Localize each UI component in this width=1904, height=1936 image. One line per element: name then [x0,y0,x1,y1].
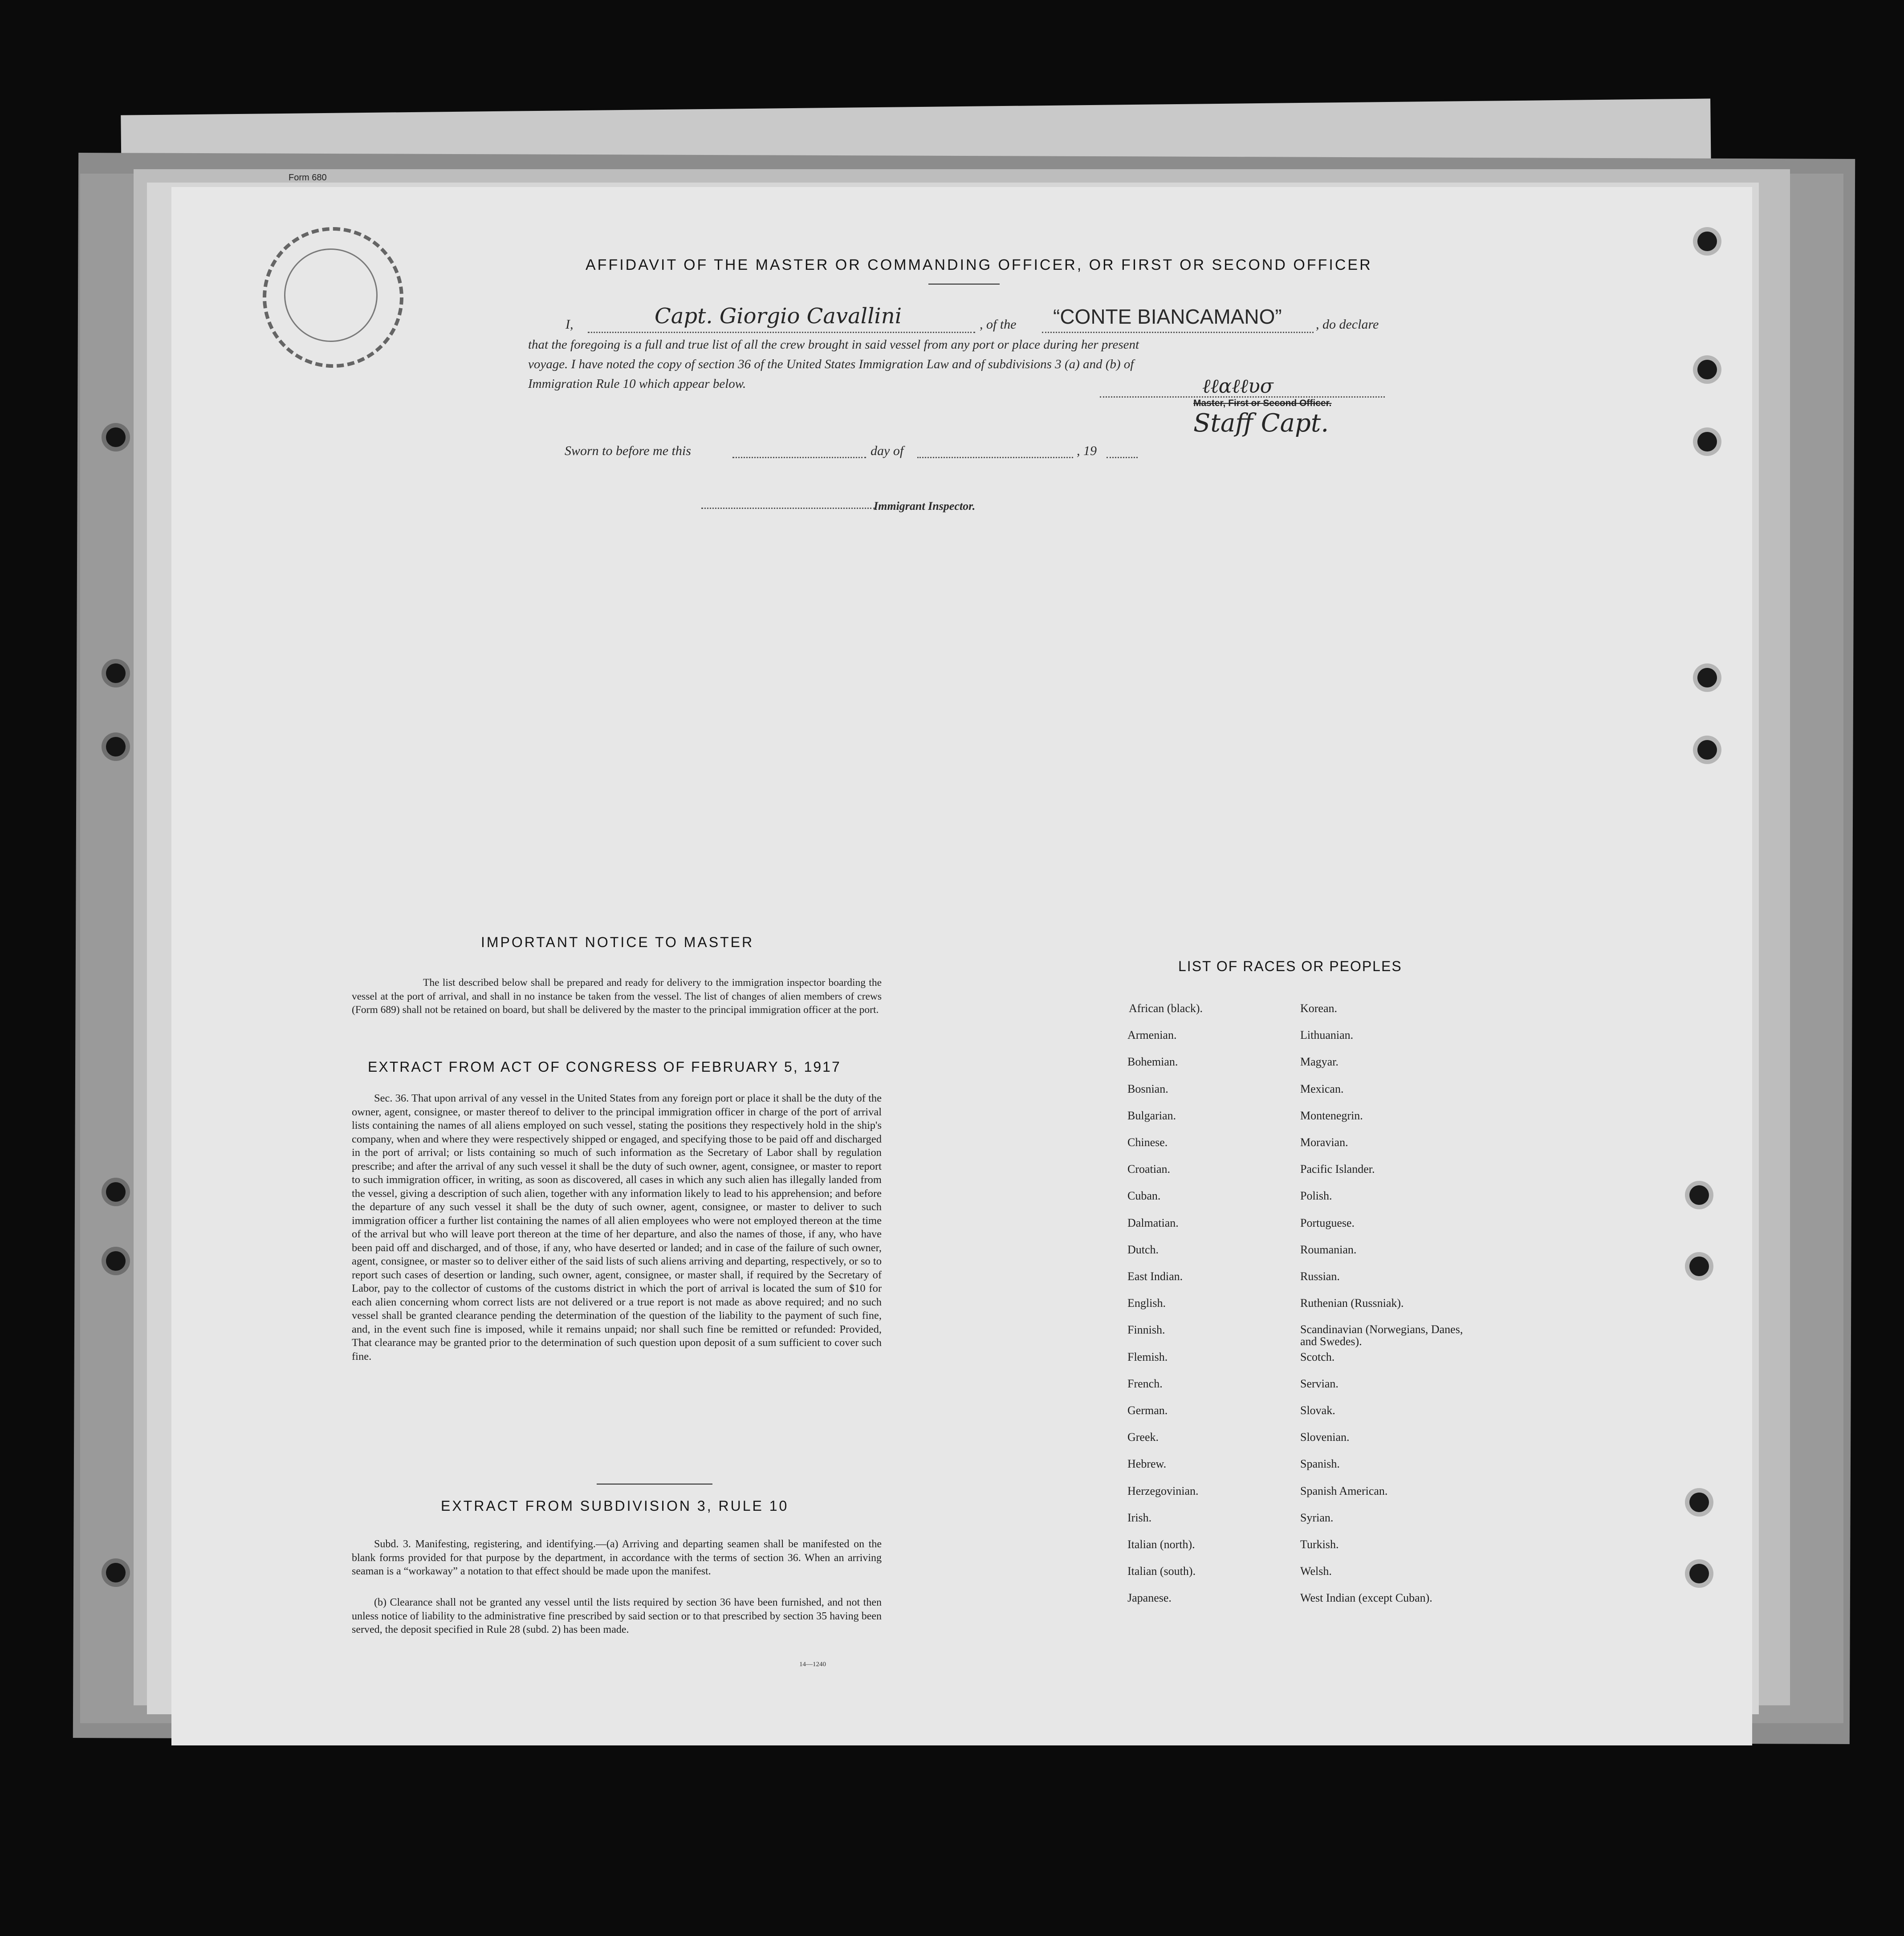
race-item: Cuban. [1127,1189,1161,1203]
race-item: Montenegrin. [1300,1109,1363,1122]
declaration-do-declare: , do declare [1316,317,1379,332]
race-item: Bohemian. [1127,1055,1178,1069]
punch-hole [106,1251,126,1271]
declaration-of-the: , of the [980,317,1017,332]
race-item: Armenian. [1127,1029,1177,1042]
punch-hole [1689,1185,1709,1205]
signature-blank [1100,396,1385,398]
race-item: Polish. [1300,1189,1332,1203]
race-item: Scandinavian (Norwegians, Danes, and Swedes). [1300,1323,1463,1348]
rule-extract-para-b: (b) Clearance shall not be granted any vessel until the lists required by section 36 have been furnished, and not then unless notice of liability to the administrative fine prescribed by said section or to that prescribed by section 35 having been served, the deposit specified in Rule 28 (subd. 2) has been made. [352,1597,882,1635]
race-item: Pacific Islander. [1300,1163,1375,1176]
master-signature-scribble: ℓℓαℓℓυσ [1202,375,1273,398]
race-item: Turkish. [1300,1538,1339,1551]
race-item: Mexican. [1300,1082,1344,1095]
punch-hole [1697,668,1717,687]
race-item: Dalmatian. [1127,1216,1179,1229]
race-item: Scotch. [1300,1350,1335,1363]
race-item: Italian (north). [1127,1538,1195,1551]
affidavit-title: AFFIDAVIT OF THE MASTER OR COMMANDING OFFICER, OR FIRST OR SECOND OFFICER [586,256,1372,273]
sworn-month-blank [917,457,1073,458]
punch-hole [106,427,126,447]
race-item: Roumanian. [1300,1243,1357,1256]
rule-extract-para-a: Subd. 3. Manifesting, registering, and identifying.—(a) Arriving and departing seamen shall be manifested on the blank forms provided for that purpose by the department, in accordance with the terms of section 36. When an arriving seaman is a “workaway” a notation to that effect should be made upon the manifest. [352,1538,882,1577]
sworn-day-blank [732,457,866,458]
punch-hole [1689,1564,1709,1583]
race-item: German. [1127,1404,1168,1417]
punch-hole [106,663,126,683]
notice-title: IMPORTANT NOTICE TO MASTER [481,934,754,950]
race-item: Moravian. [1300,1136,1348,1149]
title-underline [928,284,1000,285]
notice-text: The list described below shall be prepared and ready for delivery to the immigration inspector boarding the vessel at the port of arrival, and shall in no instance be taken from the vessel. The list of changes of alien members of crews (Form 689) shall not be retained on board, but shall be delivered by the master to the principal immigration officer at the port. [352,977,882,1016]
sworn-label: Sworn to before me this [565,443,691,458]
signature-line-label: Master, First or Second Officer. [1193,398,1332,408]
vessel-name-stamp: “CONTE BIANCAMANO” [1053,305,1282,328]
races-list-title: LIST OF RACES OR PEOPLES [1178,958,1402,974]
vessel-blank [1042,332,1314,333]
race-item: Dutch. [1127,1243,1159,1256]
punch-hole [106,1563,126,1582]
race-item: Greek. [1127,1431,1159,1444]
race-item: Portuguese. [1300,1216,1355,1229]
race-item: Russian. [1300,1270,1340,1283]
punch-hole [1697,232,1717,251]
staff-capt-handwritten: Staff Capt. [1193,409,1329,438]
race-item: Bulgarian. [1127,1109,1176,1122]
race-item: Slovenian. [1300,1431,1350,1444]
sworn-day-of: day of [871,443,904,458]
race-item: French. [1127,1377,1163,1390]
race-item: Slovak. [1300,1404,1335,1417]
punch-hole [106,737,126,757]
race-item: Flemish. [1127,1350,1168,1363]
punch-hole [1697,360,1717,379]
race-item: Finnish. [1127,1323,1165,1337]
punch-hole [106,1182,126,1202]
inspector-label: Immigrant Inspector. [874,500,976,512]
race-item: West Indian (except Cuban). [1300,1591,1432,1605]
act-extract-text: Sec. 36. That upon arrival of any vessel in the United States from any foreign port or place it shall be the duty of the owner, agent, consignee, or master thereof to deliver to the principal immigration officer in charge of the port of arrival lists containing the names of all aliens employed on such vessel, stating the positions they respectively hold in the ship's company, when and where they were respectively shipped or engaged, and specifying those to be paid off and discharged in the port of arrival; or lists containing so much of such information as the Secretary of Labor shall by regulation prescribe; and after the arrival of any such vessel it shall be the duty of such owner, agent, consignee, or master to report to such immigration officer, in writing, as soon as discovered, all cases in which any such alien has illegally landed from the vessel, giving a description of such alien, together with any information likely to lead to his apprehension; and before the departure of any such vessel it shall be the duty of such owner, agent, consignee, or master to deliver to such immigration officer a further list containing the names of all alien employees who were not employed thereon at the time of the arrival but who will leave port thereon at the time of her departure, and also the names of those, if any, who have been paid off and discharged, and of those, if any, who have deserted or landed; and in case of the failure of such owner, agent, consignee, or master so to deliver either of the said lists of such aliens arriving and departing, respectively, or so to report such cases of desertion or landing, such owner, agent, consignee, or master shall, if required by the Secretary of Labor, pay to the collector of customs of the customs district in which the port of arrival is located the sum of $10 for each alien concerning whom correct lists are not delivered or a true report is not made as above required; and no such vessel shall be granted clearance pending the determination of the question of the liability to the payment of such fine, and, in the event such fine is imposed, while it remains unpaid; nor shall such fine be remitted or refunded: Provided, That clearance may be granted prior to the determination of such question upon deposit of a sum sufficient to cover such fine. [352,1092,882,1363]
declaration-line-4: Immigration Rule 10 which appear below. [528,377,746,391]
race-item: African (black). [1129,1002,1203,1015]
rule-extract-title: EXTRACT FROM SUBDIVISION 3, RULE 10 [441,1498,789,1514]
sworn-year: , 19 [1077,443,1097,458]
declaration-line-3: voyage. I have noted the copy of section 36 of the United States Immigration Law and of subdivisions 3 (a) and (b) of [528,357,1134,371]
sworn-year-blank [1107,457,1138,458]
race-item: Syrian. [1300,1511,1334,1524]
official-seal-stamp [263,227,403,368]
affidavit-page [171,187,1752,1745]
form-number-label: Form 680 [289,173,327,183]
race-item: East Indian. [1127,1270,1183,1283]
race-item: Herzegovinian. [1127,1484,1199,1497]
race-item: Spanish. [1300,1457,1340,1471]
race-item: Ruthenian (Russniak). [1300,1297,1404,1310]
race-item: Hebrew. [1127,1457,1167,1471]
declaration-line-2: that the foregoing is a full and true list of all the crew brought in said vessel from any port or place during her present [528,338,1139,352]
officer-name-handwritten: Capt. Giorgio Cavallini [655,304,902,329]
punch-hole [1689,1257,1709,1276]
race-item: Welsh. [1300,1565,1332,1578]
race-item: Irish. [1127,1511,1152,1524]
race-item: Spanish American. [1300,1484,1388,1497]
race-item: Bosnian. [1127,1082,1168,1095]
race-item: Chinese. [1127,1136,1168,1149]
race-item: Lithuanian. [1300,1029,1354,1042]
race-item: English. [1127,1297,1166,1310]
act-extract-title: EXTRACT FROM ACT OF CONGRESS OF FEBRUARY 5, 1917 [368,1059,841,1075]
declaration-i: I, [566,317,574,332]
print-code: 14—1240 [799,1661,826,1668]
race-item: Magyar. [1300,1055,1338,1069]
race-item: Croatian. [1127,1163,1171,1176]
punch-hole [1697,740,1717,760]
name-blank [588,332,975,333]
punch-hole [1697,432,1717,451]
race-item: Italian (south). [1127,1565,1196,1578]
inspector-signature-blank [701,508,875,509]
race-item: Japanese. [1127,1591,1172,1605]
race-item: Korean. [1300,1002,1338,1015]
race-item: Servian. [1300,1377,1338,1390]
punch-hole [1689,1493,1709,1512]
section-divider [597,1484,712,1485]
